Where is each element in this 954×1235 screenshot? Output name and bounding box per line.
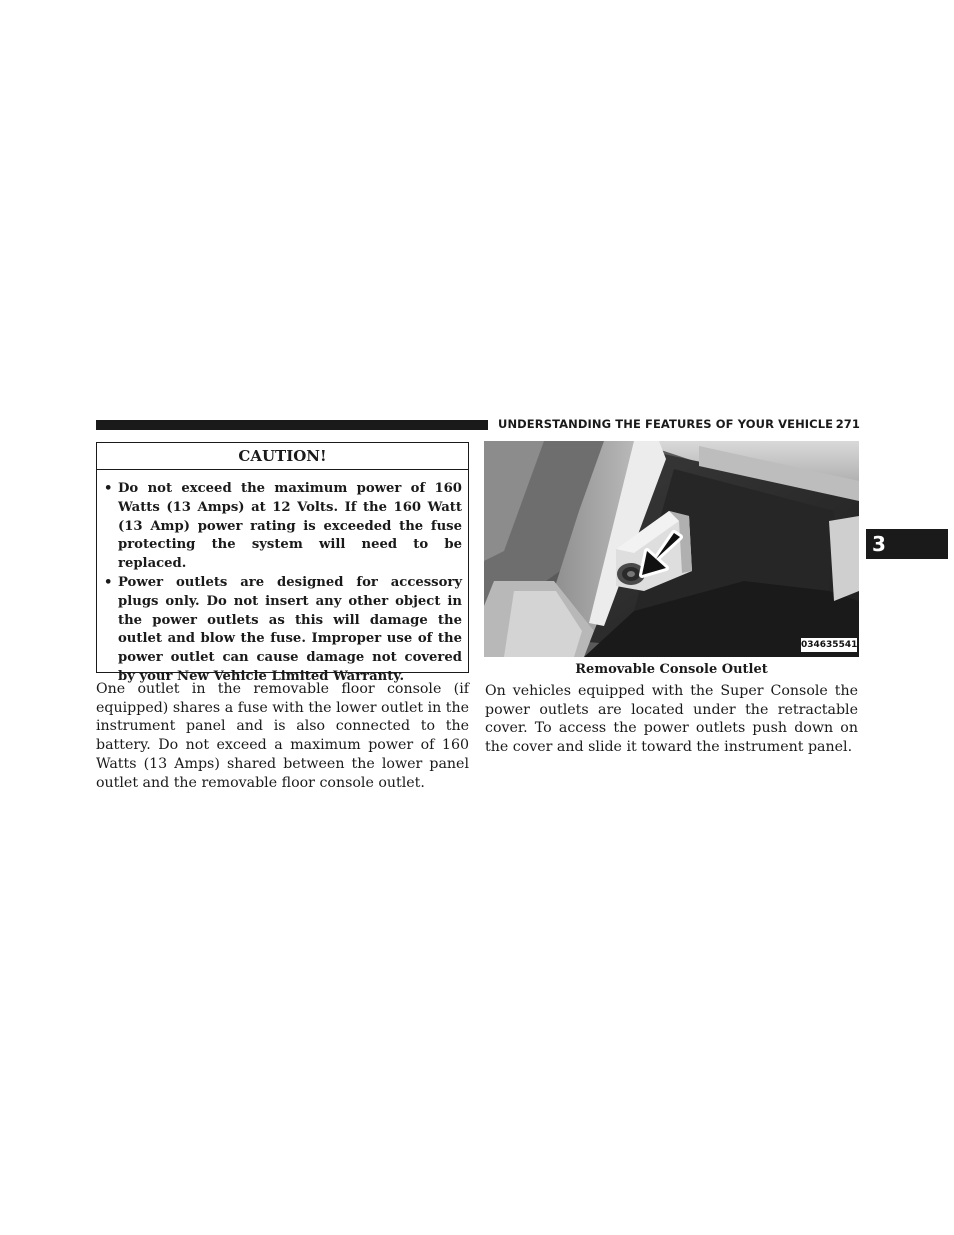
caution-item-text: Power outlets are designed for accessory plugs only. Do not insert any other object in the power outlets as this will damage the outlet and blow the fuse. Improper use of the power outlet can cause damage not covered by your New Vehicle Limited Warranty.: [118, 574, 462, 684]
console-outlet-photo: [484, 441, 859, 657]
caution-item-text: Do not exceed the maximum power of 160 Watts (13 Amps) at 12 Volts. If the 160 Watt (13 Amp) power rating is exceeded the fuse protecting the system will need to be replaced.: [118, 481, 462, 572]
running-header: [498, 417, 860, 433]
header-rule: [96, 420, 488, 430]
caution-item: [104, 480, 462, 574]
caution-box: [96, 442, 469, 684]
section-title: UNDERSTANDING THE FEATURES OF YOUR VEHICLE: [498, 417, 834, 431]
image-code-label: 034635541: [801, 640, 858, 650]
chapter-tab: 3: [866, 529, 948, 559]
caution-title: CAUTION!: [97, 443, 468, 470]
page-number: 271: [835, 417, 860, 431]
left-body-paragraph: One outlet in the removable floor console (if equipped) shares a fuse with the lower outlet in the instrument panel and is also connected to the battery. Do not exceed a maximum power of 160 Watts (13 Amps) shared between the lower panel outlet and the removable floor console outlet.: [96, 681, 469, 791]
bullet-icon: •: [104, 481, 113, 496]
caution-list: [97, 470, 468, 687]
right-body-paragraph: On vehicles equipped with the Super Console the power outlets are located under the retractable cover. To access the power outlets push down on the cover and slide it toward the instrument panel.: [485, 683, 858, 756]
caution-item: [104, 574, 462, 687]
figure-caption: Removable Console Outlet: [575, 662, 768, 677]
bullet-icon: •: [104, 574, 113, 590]
